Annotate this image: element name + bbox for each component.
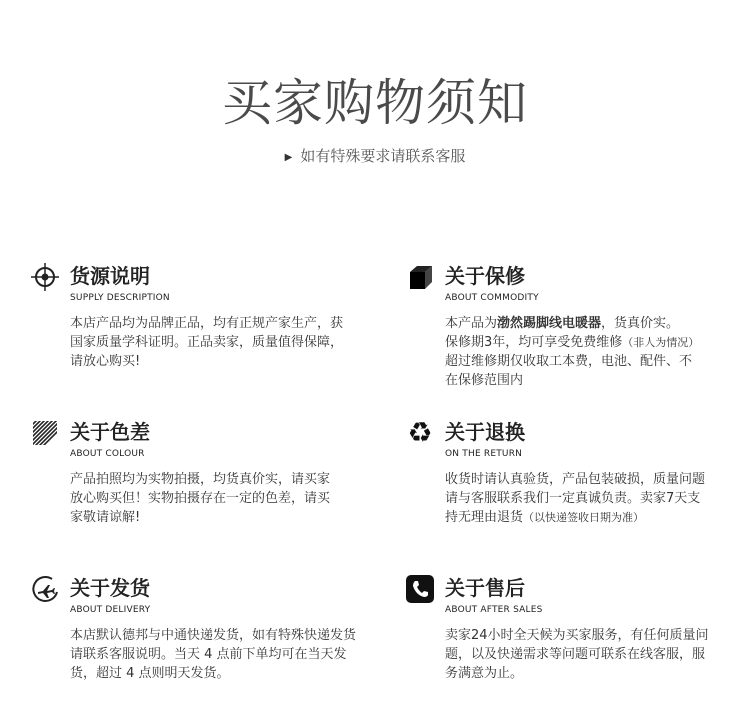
body-text: 保修期3年，均可享受免费维修 — [445, 335, 623, 350]
section-body — [445, 470, 745, 527]
body-line: 本店默认德邦与中通快递发货，如有特殊快递发货 — [70, 628, 357, 643]
page-subtitle — [0, 146, 750, 168]
body-line: 超过维修期仅收取工本费，电池、配件、不 — [445, 354, 693, 369]
body-line: 国家质量学科证明。正品卖家，质量值得保障， — [70, 335, 344, 350]
page-title: 买家购物须知 — [222, 74, 528, 132]
body-line — [445, 333, 745, 352]
section-body — [70, 470, 400, 527]
section-supply — [70, 264, 400, 371]
hatch-icon — [30, 418, 60, 448]
body-text: ，货真价实。 — [601, 316, 680, 331]
body-line: 卖家24小时全天候为买家服务，有任何质量问 — [445, 628, 709, 643]
section-colour — [70, 420, 400, 527]
body-line: 货，超过 4 点则明天发货。 — [70, 666, 230, 681]
body-note: （非人为情况） — [622, 336, 700, 349]
section-title: 关于售后 — [445, 576, 525, 600]
section-title: 关于保修 — [445, 264, 525, 288]
section-subtitle: ON THE RETURN — [445, 449, 523, 459]
phone-icon — [405, 574, 435, 604]
body-line: 收货时请认真验货，产品包装破损，质量问题 — [445, 472, 706, 487]
section-aftersales — [445, 576, 745, 683]
section-title: 关于发货 — [70, 576, 150, 600]
body-note: （以快递签收日期为准） — [523, 511, 645, 524]
body-line: 请放心购买! — [70, 354, 141, 369]
section-title: 货源说明 — [70, 264, 150, 288]
section-body — [445, 314, 745, 390]
subtitle-text: 如有特殊要求请联系客服 — [300, 147, 466, 165]
product-name: 渤然踢脚线电暖器 — [497, 316, 602, 331]
section-subtitle: ABOUT COMMODITY — [445, 293, 539, 303]
section-subtitle: ABOUT COLOUR — [70, 449, 145, 459]
section-body — [70, 314, 400, 371]
section-delivery — [70, 576, 390, 683]
body-line: 务满意为止。 — [445, 666, 524, 681]
body-line: 放心购买但！实物拍摄存在一定的色差，请买 — [70, 491, 331, 506]
airplane-icon — [30, 574, 60, 604]
section-warranty — [445, 264, 745, 390]
body-line — [445, 508, 745, 527]
section-title: 关于退换 — [445, 420, 525, 444]
body-text: 持无理由退货 — [445, 510, 524, 525]
section-subtitle: SUPPLY DESCRIPTION — [70, 293, 170, 303]
section-subtitle: ABOUT DELIVERY — [70, 605, 151, 615]
section-return — [407, 416, 745, 527]
body-line: 本店产品均为品牌正品，均有正规产家生产，获 — [70, 316, 344, 331]
section-subtitle: ABOUT AFTER SALES — [445, 605, 543, 615]
section-body — [70, 626, 390, 683]
body-line: 产品拍照均为实物拍摄，均货真价实，请买家 — [70, 472, 331, 487]
section-body — [445, 626, 745, 683]
triangle-icon: ▶ — [284, 152, 293, 163]
body-line: 请与客服联系我们一定真诚负责。卖家7天支 — [445, 491, 701, 506]
body-line: 请联系客服说明。当天 4 点前下单均可在当天发 — [70, 647, 347, 662]
body-line — [445, 314, 745, 333]
cube-icon — [405, 262, 435, 292]
body-line: 家敬请谅解! — [70, 510, 141, 525]
recycle-icon: ♻ — [407, 416, 433, 449]
body-line: 题，以及快递需求等问题可联系在线客服，服 — [445, 647, 706, 662]
body-line: 在保修范围内 — [445, 373, 524, 388]
body-text: 本产品为 — [445, 316, 498, 331]
crosshair-icon — [30, 262, 60, 292]
section-title: 关于色差 — [70, 420, 150, 444]
